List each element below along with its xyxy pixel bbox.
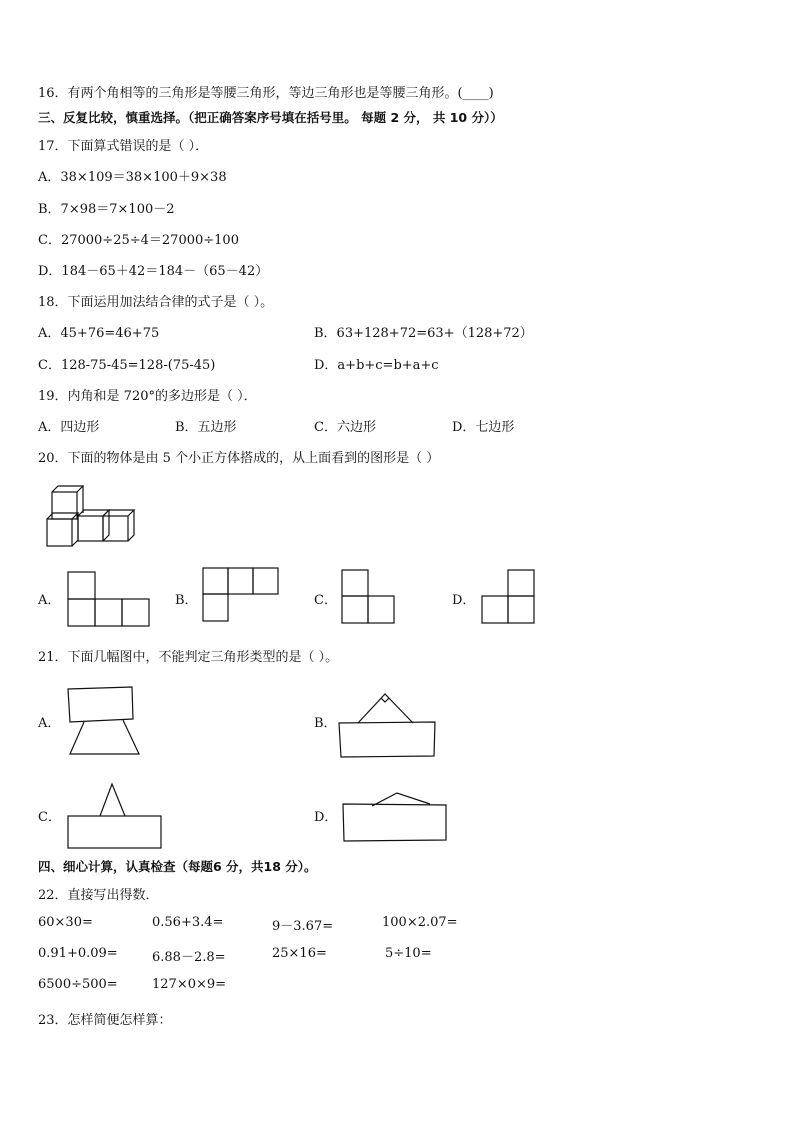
question-20-label-a: A． (38, 593, 61, 608)
question-18-option-a: A．45+76=46+75 (38, 326, 160, 341)
question-21-label-d: D． (314, 810, 338, 825)
question-20-label-d: D． (452, 593, 476, 608)
question-19-stem: 19．内角和是 720°的多边形是（ ）． (38, 389, 257, 404)
question-17-option-d: D．184－65＋42＝184－（65－42） (38, 264, 269, 279)
calc-item: 6.88－2.8= (152, 950, 226, 965)
option-a-covered-triangle (67, 686, 147, 756)
question-19-option-d: D．七边形 (452, 420, 515, 435)
question-23-stem: 23．怎样简便怎样算： (38, 1013, 172, 1028)
question-17-stem: 17．下面算式错误的是（ ）． (38, 139, 209, 154)
cube-stack-figure (44, 482, 144, 552)
calc-item: 25×16= (272, 946, 327, 961)
calc-item: 6500÷500= (38, 977, 118, 992)
section-4-heading: 四、细心计算，认真检查（每题6 分，共18 分）。 (38, 859, 317, 874)
question-21-label-a: A． (38, 716, 61, 731)
question-18-option-b: B．63+128+72=63+（128+72） (314, 326, 533, 341)
question-21-label-c: C． (38, 810, 61, 825)
option-a-top-view (67, 571, 152, 629)
question-17-option-a: A．38×109＝38×100＋9×38 (38, 170, 227, 185)
calc-item: 127×0×9= (152, 977, 227, 992)
option-d-top-view (481, 569, 539, 627)
option-c-covered-triangle (67, 782, 167, 852)
calc-item: 60×30= (38, 915, 93, 930)
question-17-option-c: C．27000÷25÷4＝27000÷100 (38, 233, 239, 248)
section-3-heading: 三、反复比较，慎重选择。（把正确答案序号填在括号里。 每题 2 分， 共 10 分）） (38, 110, 503, 125)
question-20-label-b: B． (175, 593, 198, 608)
question-20-stem: 20．下面的物体是由 5 个小正方体搭成的，从上面看到的图形是（ ） (38, 451, 440, 466)
question-22-stem: 22．直接写出得数． (38, 888, 159, 903)
question-18-stem: 18．下面运用加法结合律的式子是（ ）。 (38, 295, 274, 310)
option-c-top-view (341, 569, 399, 627)
calc-item: 0.56+3.4= (152, 915, 224, 930)
question-17-option-b: B．7×98＝7×100－2 (38, 202, 175, 217)
calc-item: 5÷10= (385, 946, 432, 961)
question-19-option-c: C．六边形 (314, 420, 376, 435)
option-b-top-view (202, 567, 282, 625)
option-b-covered-triangle (338, 690, 438, 758)
question-18-option-c: C．128-75-45=128-(75-45) (38, 358, 216, 373)
calc-item: 100×2.07= (382, 915, 458, 930)
question-21-label-b: B． (314, 716, 337, 731)
question-16: 16．有两个角相等的三角形是等腰三角形，等边三角形也是等腰三角形。(____) (38, 86, 494, 101)
question-19-option-a: A．四边形 (38, 420, 100, 435)
question-20-label-c: C． (314, 593, 337, 608)
calc-item: 9－3.67= (272, 919, 334, 934)
calc-item: 0.91+0.09= (38, 946, 118, 961)
question-21-stem: 21．下面几幅图中，不能判定三角形类型的是（ ）。 (38, 650, 339, 665)
question-19-option-b: B．五边形 (175, 420, 237, 435)
question-18-option-d: D．a+b+c=b+a+c (314, 358, 439, 373)
option-d-covered-triangle (342, 790, 452, 846)
